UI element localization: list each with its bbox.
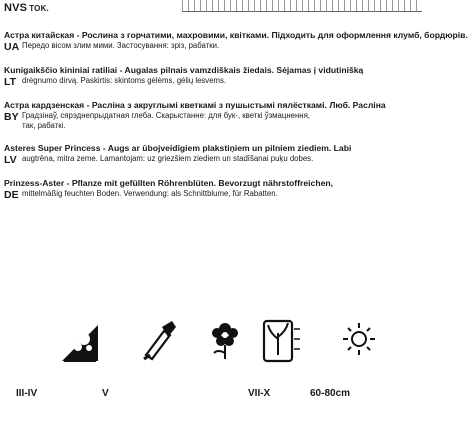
entry-text [22,111,416,131]
entry-text-line: Передо вісом злим мими. Застосування: зріз, рабатки. [22,41,220,50]
entry-ua [4,30,468,53]
entry-title: Астра китайская - Рослина з горчатими, махровими, квітками. Підходить для оформлення клумб, бордюрів. [4,30,468,40]
range-flowering: VII-X [248,388,271,399]
range-planting: V [102,388,109,399]
range-sowing: III-IV [16,388,38,399]
entry-text-line: augtrēna, mitra zeme. Lamantojam: uz griezšiem ziediem un stadīšanai puķu dobes. [22,154,314,163]
header-fragment-sub: TOK. [29,4,49,13]
entry-text-line: mittelmäßig feuchten Boden. Verwendung: als Schnittblume, für Rabatten. [22,189,278,198]
entry-body [4,111,418,131]
entry-text-line: Градзінаў, сярэднепрыдатная глеба. Скарыстанне: для бук-, кветкі ўзмацнення, [22,111,310,120]
language-code: LV [4,154,17,166]
flower-arrangement-icon [58,315,104,365]
pot-growing-icon [258,315,304,365]
entry-de [4,178,418,201]
entry-body [4,41,418,53]
entry-text [22,41,416,51]
entry-lt [4,65,418,88]
cultivation-icons-row [16,315,416,369]
flower-in-pot-icon [202,315,248,365]
header-fragment-main: NVS [4,2,28,14]
header-fragment [4,2,49,14]
entry-title: Kunigaikščio kininiai ratiliai - Augalas pilnais vamzdiškais žiedais. Sėjamas į vidutinišką [4,65,364,75]
language-entries [4,30,468,213]
language-code: UA [4,41,20,53]
entry-text [22,189,416,199]
range-height: 60-80cm [310,388,351,399]
entry-body [4,154,418,166]
entry-title: Asteres Super Princess - Augs ar ūbojveidīgiem plakstiņiem un pilniem ziediem. Labi [4,143,352,153]
language-code: BY [4,111,19,123]
entry-text [22,76,416,86]
language-code: DE [4,189,19,201]
sowing-ranges-row [10,388,410,404]
entry-body [4,189,418,201]
language-code: LT [4,76,17,88]
entry-title: Астра кардзенская - Расліна з акруглымі кветкамі з пушыстымі пялёсткамі. Люб. Расліна [4,100,386,110]
sun-icon [336,315,382,365]
garden-tool-icon [136,315,182,365]
entry-title: Prinzess-Aster - Pflanze mit gefüllten Röhrenblüten. Bevorzugt nährstoffreichen, [4,178,333,188]
top-strip [0,0,422,26]
top-ruler-base [182,11,422,12]
entry-lv [4,143,418,166]
entry-text-line: drėgnumo dirvą. Paskirtis: skintoms gėlėms, gėlių lesvems. [22,76,227,85]
entry-text [22,154,416,164]
entry-by [4,100,418,131]
entry-text-line: так, рабаткі. [22,121,66,130]
entry-body [4,76,418,88]
